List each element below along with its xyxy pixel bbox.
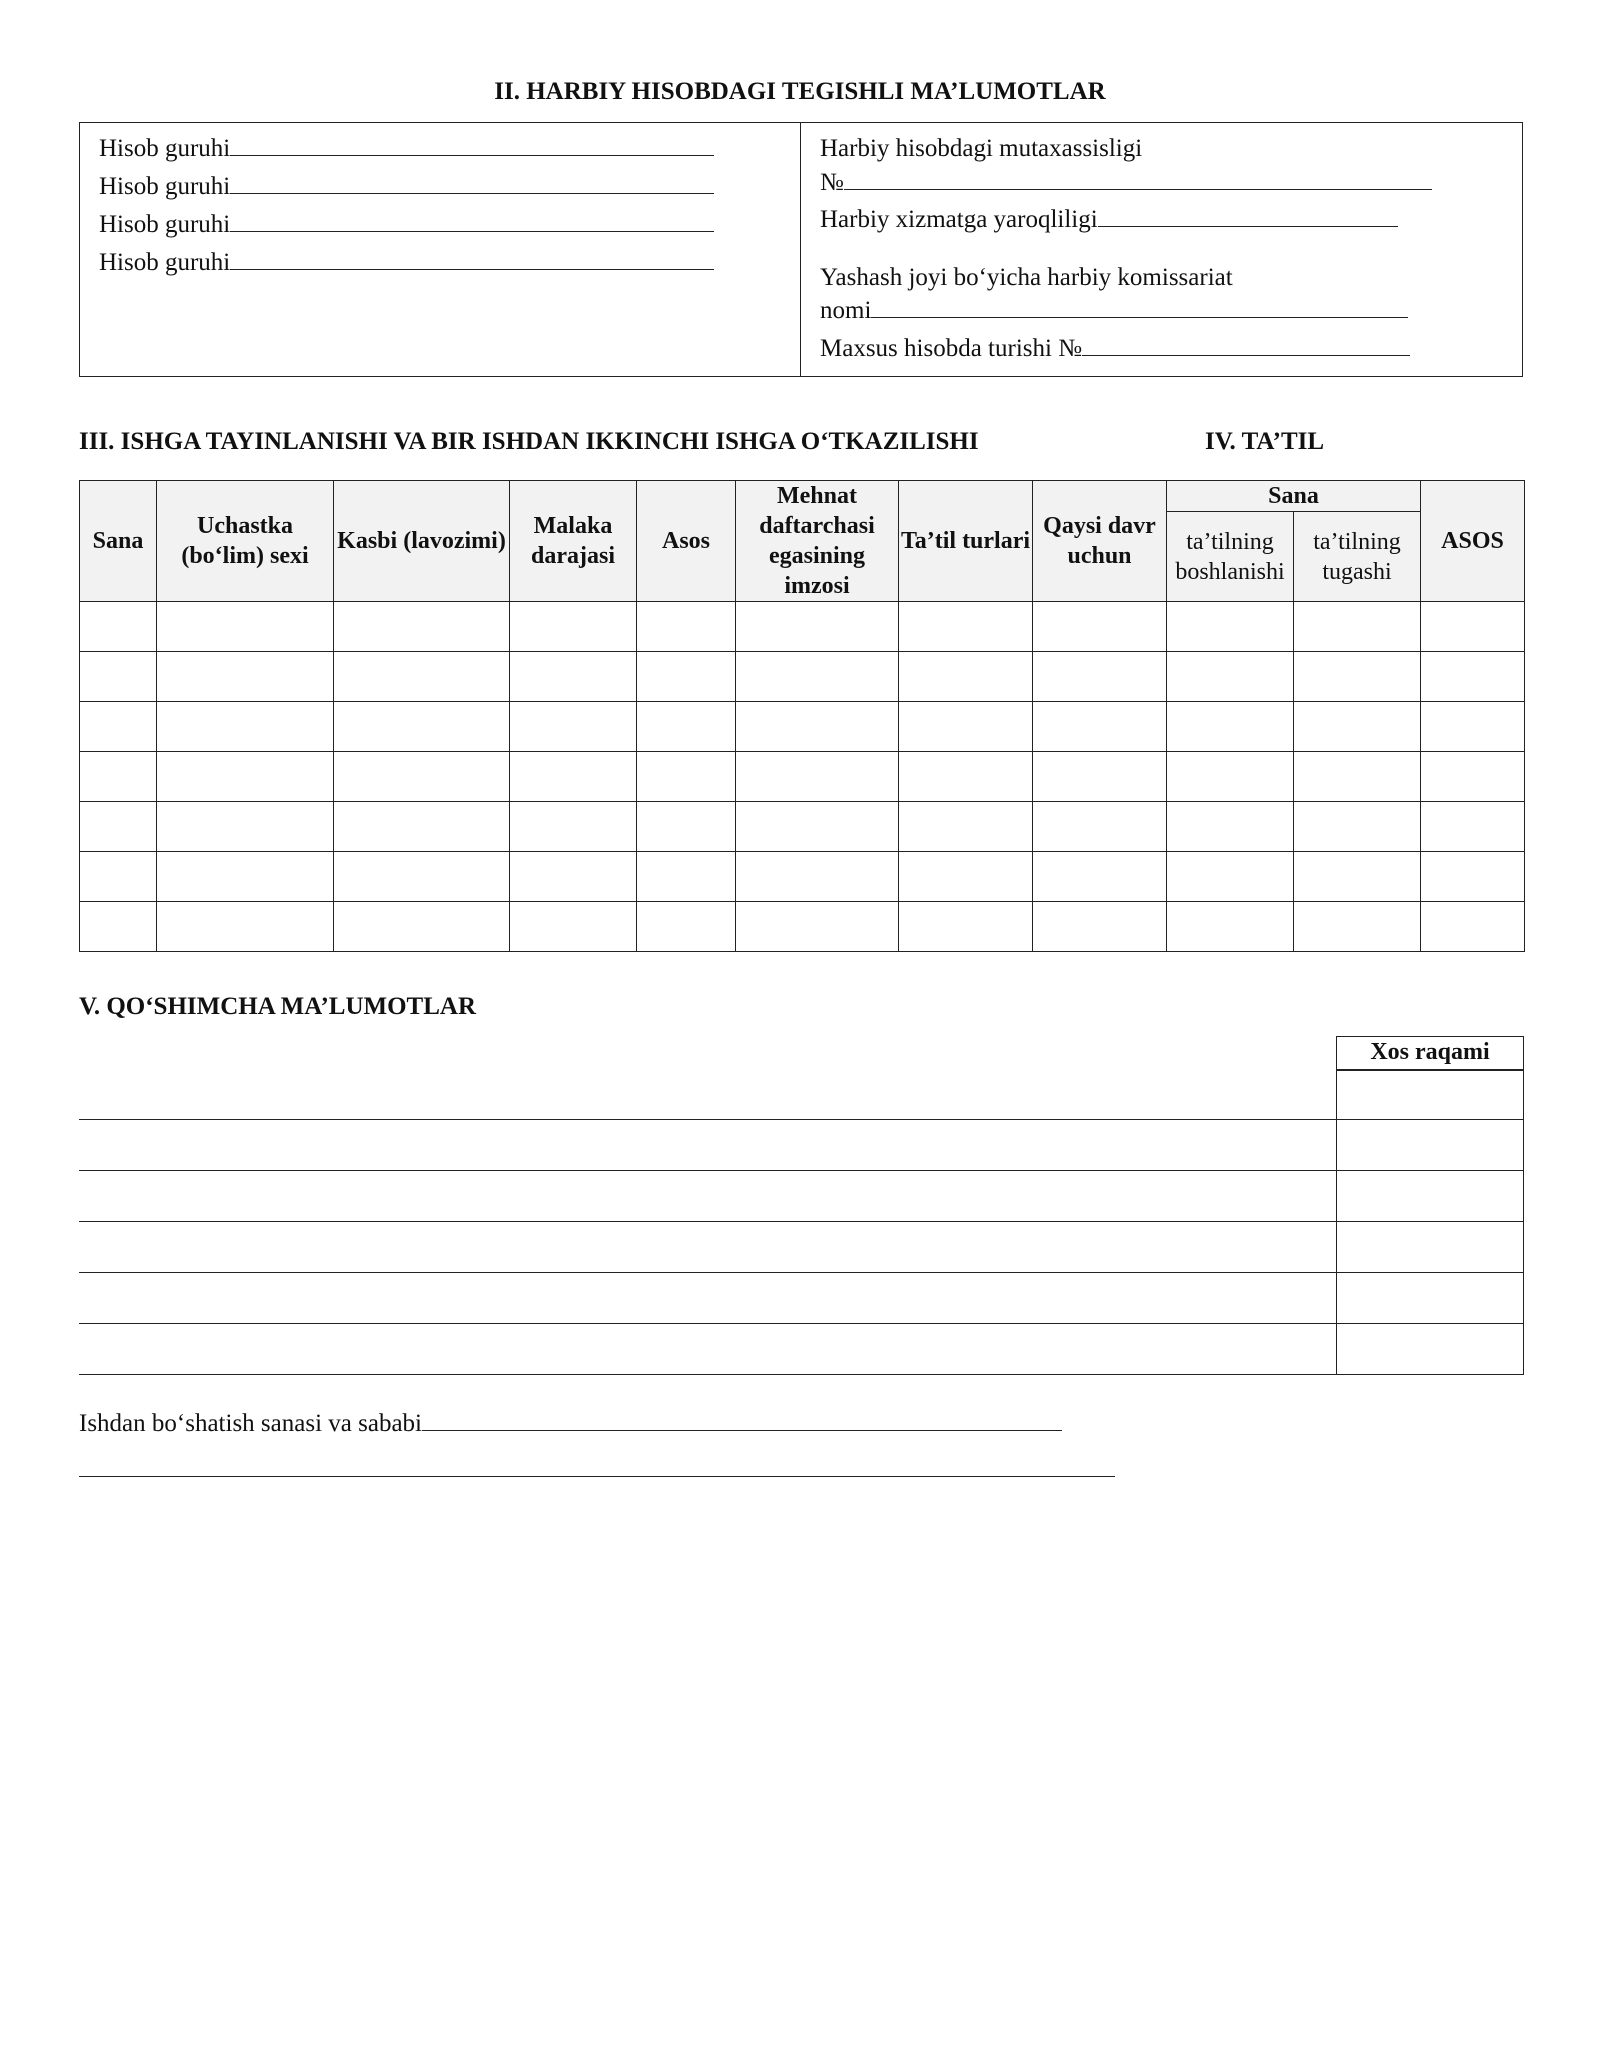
special-record-line[interactable]: [1082, 354, 1410, 356]
table-row: [80, 902, 1525, 952]
service-fitness-line[interactable]: [1098, 225, 1398, 227]
table-cell[interactable]: [157, 652, 334, 702]
table-cell[interactable]: [80, 652, 157, 702]
table-cell[interactable]: [334, 702, 510, 752]
table-cell[interactable]: [1294, 902, 1421, 952]
commissariat-name-field[interactable]: [820, 297, 1408, 325]
account-group-label: Hisob guruhi: [99, 173, 231, 200]
table-cell[interactable]: [899, 602, 1033, 652]
table-cell[interactable]: [1421, 702, 1525, 752]
table-cell[interactable]: [510, 802, 637, 852]
col-qualification: Malaka darajasi: [510, 481, 637, 602]
code-number-cell[interactable]: [1337, 1273, 1522, 1321]
military-specialty-label: Harbiy hisobdagi mutaxassisligi: [820, 135, 1143, 162]
table-cell[interactable]: [1033, 752, 1167, 802]
col-leave-end: ta’tilning tugashi: [1294, 512, 1421, 602]
additional-info-line[interactable]: [79, 1323, 1524, 1324]
table-cell[interactable]: [899, 802, 1033, 852]
table-cell[interactable]: [1421, 752, 1525, 802]
account-group-line[interactable]: [230, 154, 714, 156]
table-cell[interactable]: [1421, 902, 1525, 952]
code-number-cell[interactable]: [1337, 1222, 1522, 1270]
table-cell[interactable]: [637, 852, 736, 902]
table-cell[interactable]: [637, 702, 736, 752]
table-cell[interactable]: [510, 652, 637, 702]
table-cell[interactable]: [1167, 602, 1294, 652]
table-cell[interactable]: [334, 602, 510, 652]
col-basis: Asos: [637, 481, 736, 602]
special-record-label: Maxsus hisobda turishi №: [820, 335, 1083, 362]
table-cell[interactable]: [510, 902, 637, 952]
col-leave-date-group: Sana: [1167, 481, 1421, 512]
table-cell[interactable]: [899, 902, 1033, 952]
table-cell[interactable]: [1033, 652, 1167, 702]
number-sign: №: [820, 169, 844, 196]
commissariat-name-label: nomi: [820, 297, 872, 324]
table-cell[interactable]: [510, 702, 637, 752]
table-cell[interactable]: [1294, 852, 1421, 902]
account-group-label: Hisob guruhi: [99, 249, 231, 276]
table-cell[interactable]: [80, 752, 157, 802]
table-cell[interactable]: [334, 752, 510, 802]
commissariat-name-line[interactable]: [871, 316, 1408, 318]
table-cell[interactable]: [80, 702, 157, 752]
table-cell[interactable]: [736, 602, 899, 652]
section-4-title: IV. TA’TIL: [1205, 428, 1325, 455]
account-group-line[interactable]: [230, 268, 714, 270]
table-cell[interactable]: [157, 902, 334, 952]
account-group-field-1[interactable]: [99, 135, 714, 163]
table-cell[interactable]: [899, 752, 1033, 802]
code-number-cell[interactable]: [1337, 1171, 1522, 1219]
additional-info-line[interactable]: [79, 1374, 1524, 1375]
table-cell[interactable]: [157, 802, 334, 852]
col-leave-basis: ASOS: [1421, 481, 1525, 602]
table-row: [80, 702, 1525, 752]
table-cell[interactable]: [637, 902, 736, 952]
table-cell[interactable]: [157, 852, 334, 902]
dismissal-continuation-line[interactable]: [79, 1476, 1115, 1477]
code-number-cell[interactable]: [1337, 1120, 1522, 1168]
additional-info-line[interactable]: [79, 1272, 1524, 1273]
col-leave-start: ta’tilning boshlanishi: [1167, 512, 1294, 602]
account-group-line[interactable]: [230, 230, 714, 232]
military-specialty-number-field[interactable]: [820, 169, 1432, 197]
table-cell[interactable]: [1033, 852, 1167, 902]
col-profession: Kasbi (lavozimi): [334, 481, 510, 602]
code-number-cell[interactable]: [1337, 1071, 1522, 1119]
account-group-label: Hisob guruhi: [99, 135, 231, 162]
table-cell[interactable]: [1294, 652, 1421, 702]
table-cell[interactable]: [1167, 702, 1294, 752]
account-group-line[interactable]: [230, 192, 714, 194]
section-2-title: II. HARBIY HISOBDAGI TEGISHLI MA’LUMOTLAR: [494, 78, 1106, 105]
commissariat-label: Yashash joyi bo‘yicha harbiy komissariat: [820, 264, 1233, 291]
additional-info-line[interactable]: [79, 1119, 1524, 1120]
code-column-right-border: [1523, 1070, 1524, 1375]
table-cell[interactable]: [334, 802, 510, 852]
table-cell[interactable]: [1167, 652, 1294, 702]
table-cell[interactable]: [899, 652, 1033, 702]
account-group-label: Hisob guruhi: [99, 211, 231, 238]
table-cell[interactable]: [1421, 602, 1525, 652]
table-cell[interactable]: [1033, 602, 1167, 652]
military-specialty-number-line[interactable]: [844, 188, 1432, 190]
section-3-title: III. ISHGA TAYINLANISHI VA BIR ISHDAN IKKINCHI ISHGA O‘TKAZILISHI: [79, 428, 979, 455]
additional-info-line[interactable]: [79, 1170, 1524, 1171]
additional-info-line[interactable]: [79, 1221, 1524, 1222]
table-row: [80, 752, 1525, 802]
col-section: Uchastka (bo‘lim) sexi: [157, 481, 334, 602]
table-cell[interactable]: [736, 702, 899, 752]
table-cell[interactable]: [637, 602, 736, 652]
table-cell[interactable]: [1294, 752, 1421, 802]
service-fitness-label: Harbiy xizmatga yaroqliligi: [820, 206, 1098, 233]
employment-leave-table: [79, 480, 1525, 952]
table-cell[interactable]: [1033, 702, 1167, 752]
code-number-cell[interactable]: [1337, 1324, 1522, 1372]
table-cell[interactable]: [1294, 802, 1421, 852]
dismissal-line[interactable]: [422, 1429, 1062, 1431]
table-cell[interactable]: [736, 852, 899, 902]
code-number-header: Xos raqami: [1336, 1036, 1524, 1070]
table-cell[interactable]: [1421, 652, 1525, 702]
col-signature: Mehnat daftarchasi egasining imzosi: [736, 481, 899, 602]
dismissal-label: Ishdan bo‘shatish sanasi va sababi: [79, 1410, 422, 1437]
table-cell[interactable]: [80, 852, 157, 902]
table-row: [80, 852, 1525, 902]
table-cell[interactable]: [80, 902, 157, 952]
table-cell[interactable]: [1167, 852, 1294, 902]
table-cell[interactable]: [1421, 802, 1525, 852]
table-cell[interactable]: [1294, 602, 1421, 652]
table-cell[interactable]: [1033, 802, 1167, 852]
table-cell[interactable]: [334, 852, 510, 902]
table-cell[interactable]: [157, 602, 334, 652]
table-cell[interactable]: [1167, 802, 1294, 852]
table-cell[interactable]: [736, 652, 899, 702]
table-cell[interactable]: [736, 902, 899, 952]
table-cell[interactable]: [157, 702, 334, 752]
table-cell[interactable]: [736, 752, 899, 802]
table-cell[interactable]: [1167, 752, 1294, 802]
table-cell[interactable]: [736, 802, 899, 852]
table-cell[interactable]: [1167, 902, 1294, 952]
table-cell[interactable]: [1033, 902, 1167, 952]
table-cell[interactable]: [80, 602, 157, 652]
section-5-title: V. QO‘SHIMCHA MA’LUMOTLAR: [79, 993, 476, 1020]
col-leave-period: Qaysi davr uchun: [1033, 481, 1167, 602]
table-cell[interactable]: [899, 852, 1033, 902]
table-cell[interactable]: [80, 802, 157, 852]
table-cell[interactable]: [899, 702, 1033, 752]
table-cell[interactable]: [637, 652, 736, 702]
table-cell[interactable]: [334, 902, 510, 952]
table-cell[interactable]: [637, 752, 736, 802]
military-record-divider: [800, 122, 801, 377]
col-date: Sana: [80, 481, 157, 602]
table-cell[interactable]: [1421, 852, 1525, 902]
account-group-field-2[interactable]: [99, 173, 714, 201]
special-record-field[interactable]: [820, 335, 1410, 363]
col-leave-type: Ta’til turlari: [899, 481, 1033, 602]
service-fitness-field[interactable]: [820, 206, 1398, 234]
dismissal-field[interactable]: [79, 1410, 1062, 1438]
table-cell[interactable]: [1294, 702, 1421, 752]
table-cell[interactable]: [510, 752, 637, 802]
account-group-field-4[interactable]: [99, 249, 714, 277]
table-cell[interactable]: [637, 802, 736, 852]
table-cell[interactable]: [510, 602, 637, 652]
table-cell[interactable]: [510, 852, 637, 902]
table-cell[interactable]: [334, 652, 510, 702]
table-row: [80, 802, 1525, 852]
table-row: [80, 652, 1525, 702]
account-group-field-3[interactable]: [99, 211, 714, 239]
table-row: [80, 602, 1525, 652]
table-cell[interactable]: [157, 752, 334, 802]
